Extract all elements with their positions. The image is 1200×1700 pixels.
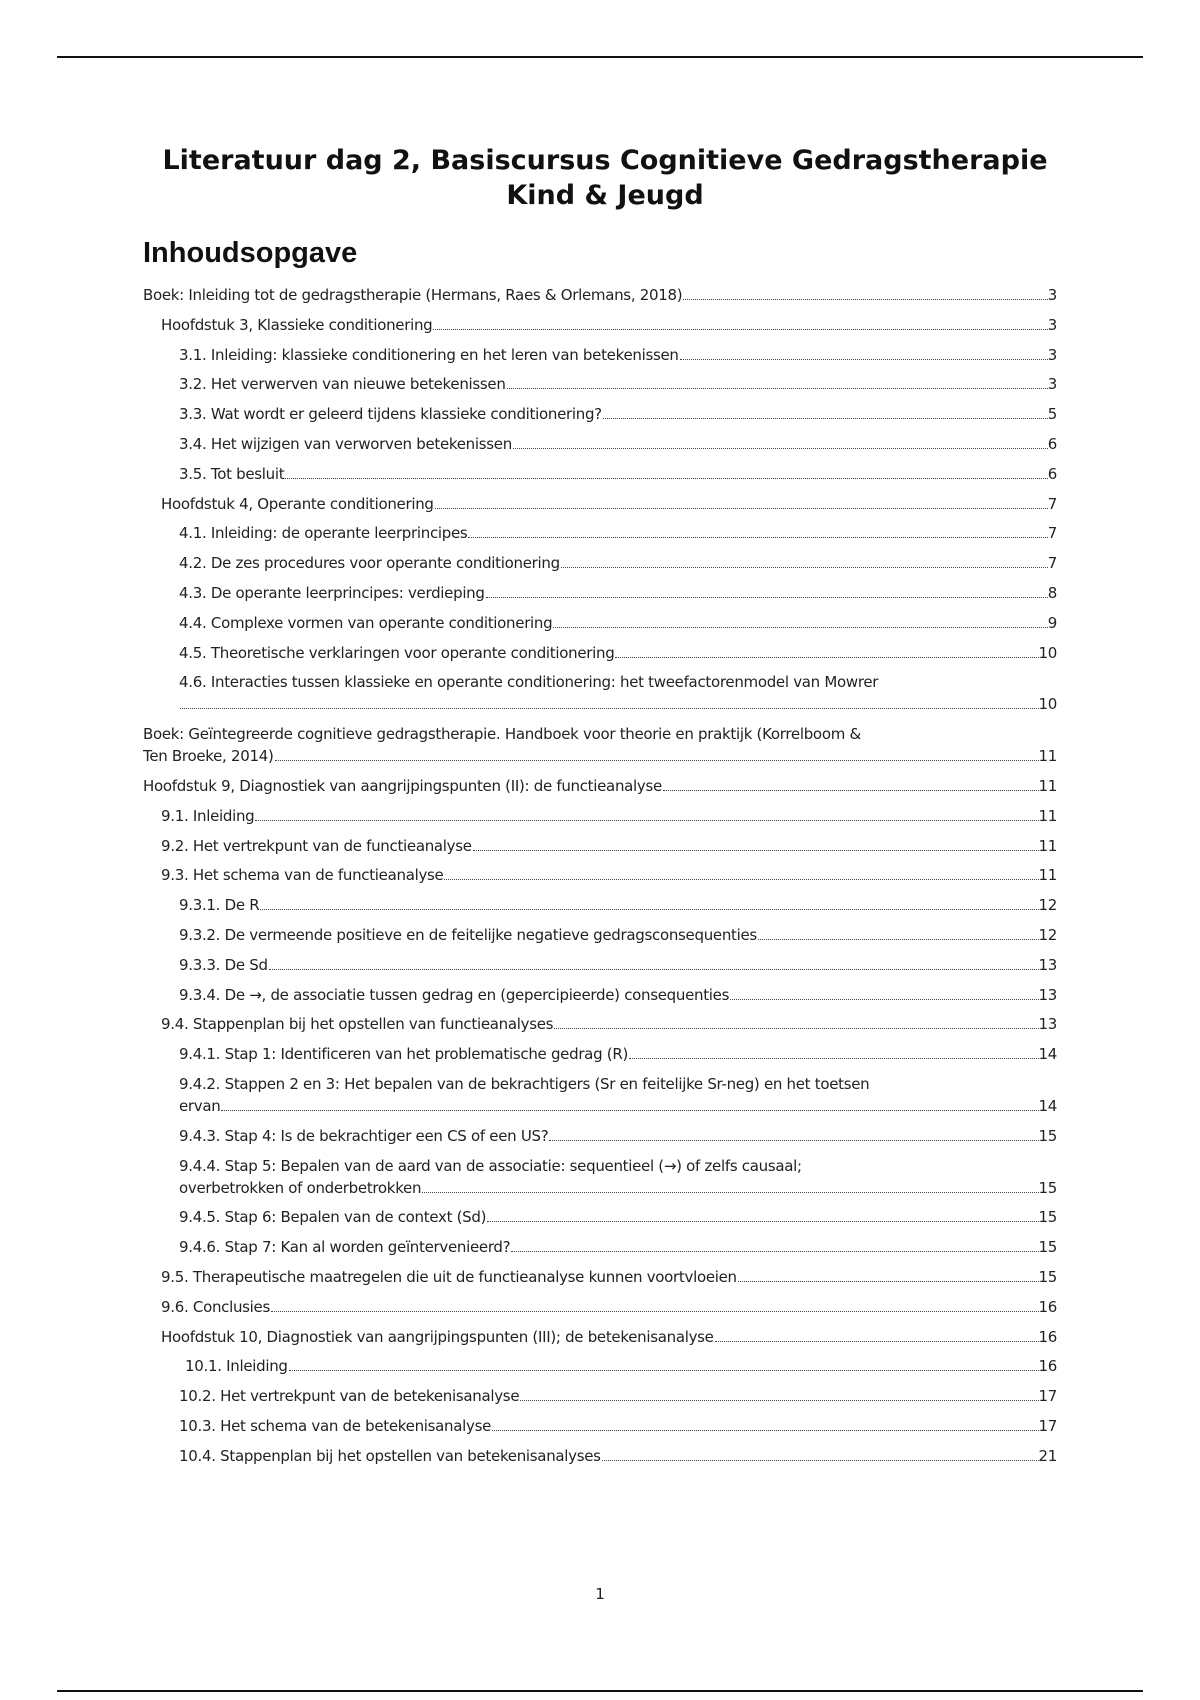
toc-entry[interactable] <box>143 493 1057 515</box>
toc-entry-title: 9.4.2. Stappen 2 en 3: Het bepalen van de bekrachtigers (Sr en feitelijke Sr-neg) en het toetsen <box>179 1074 870 1093</box>
toc-entry-title: 9.3.1. De R <box>179 896 260 915</box>
toc-entry[interactable] <box>143 894 1057 916</box>
toc-entry-title: 9.4.6. Stap 7: Kan al worden geïntervenieerd? <box>179 1238 511 1257</box>
toc-leader-dots <box>275 760 1039 761</box>
toc-entry[interactable] <box>143 344 1057 366</box>
toc-entry-page: 9 <box>1047 613 1057 632</box>
toc-entry-page: 13 <box>1038 985 1057 1004</box>
toc-entry[interactable] <box>143 1236 1057 1258</box>
toc-leader-dots <box>603 418 1048 419</box>
toc-entry-title: Hoofdstuk 3, Klassieke conditionering <box>161 315 433 334</box>
toc-entry-title: 9.4.5. Stap 6: Bepalen van de context (Sd) <box>179 1208 487 1227</box>
toc-entry[interactable] <box>143 1043 1057 1065</box>
toc-leader-dots <box>285 478 1047 479</box>
toc-entry-page: 12 <box>1038 896 1057 915</box>
toc-entry-tail <box>143 745 1057 767</box>
toc-entry-page: 3 <box>1047 375 1057 394</box>
toc-leader-dots <box>271 1311 1039 1312</box>
toc-leader-dots <box>486 597 1048 598</box>
toc-entry-title: Boek: Inleiding tot de gedragstherapie (Hermans, Raes & Orlemans, 2018) <box>143 286 683 304</box>
toc-entry-page: 21 <box>1038 1446 1057 1465</box>
toc-entry-title: 9.5. Therapeutische maatregelen die uit de functieanalyse kunnen voortvloeien <box>161 1267 737 1286</box>
toc-entry-title: Hoofdstuk 4, Operante conditionering <box>161 494 434 513</box>
toc-entry[interactable] <box>143 1355 1057 1377</box>
toc-entry[interactable] <box>143 1155 1057 1199</box>
toc-leader-dots <box>715 1341 1039 1342</box>
toc-entry[interactable] <box>143 1266 1057 1288</box>
toc-entry-title: 4.3. De operante leerprincipes: verdieping <box>179 583 485 602</box>
toc-entry-page: 11 <box>1038 836 1057 855</box>
toc-entry-page: 6 <box>1047 434 1057 453</box>
toc-entry-title: 4.6. Interacties tussen klassieke en operante conditionering: het tweefactorenmodel van Mowrer <box>179 673 879 692</box>
toc-entry-page: 13 <box>1038 1015 1057 1034</box>
toc-leader-dots <box>433 329 1047 330</box>
toc-entry[interactable] <box>143 1415 1057 1437</box>
toc-entry-title: 4.4. Complexe vormen van operante conditionering <box>179 613 553 632</box>
toc-entry-page: 17 <box>1038 1387 1057 1406</box>
toc-leader-dots <box>468 537 1047 538</box>
toc-entry-page: 16 <box>1038 1297 1057 1316</box>
toc-entry-title: 9.4.4. Stap 5: Bepalen van de aard van de associatie: sequentieel (→) of zelfs causaal; <box>179 1156 802 1175</box>
toc-entry-page: 15 <box>1038 1267 1057 1286</box>
toc-entry-title: 4.2. De zes procedures voor operante conditionering <box>179 554 560 573</box>
toc-leader-dots <box>180 708 1039 709</box>
toc-entry[interactable] <box>143 805 1057 827</box>
page-number: 1 <box>595 1585 605 1603</box>
toc-entry[interactable] <box>143 463 1057 485</box>
toc-entry-title: 4.1. Inleiding: de operante leerprincipes <box>179 524 468 543</box>
toc-leader-dots <box>683 299 1047 300</box>
toc-leader-dots <box>663 790 1039 791</box>
toc-entry[interactable] <box>143 284 1057 306</box>
toc-entry[interactable] <box>143 612 1057 634</box>
toc-leader-dots <box>629 1058 1039 1059</box>
toc-leader-dots <box>435 508 1048 509</box>
toc-entry-title: 9.4.3. Stap 4: Is de bekrachtiger een CS of een US? <box>179 1126 549 1145</box>
toc-entry-page: 14 <box>1038 1096 1057 1115</box>
toc-entry-page: 5 <box>1047 405 1057 424</box>
toc-entry[interactable] <box>143 552 1057 574</box>
toc-entry-title: 3.3. Wat wordt er geleerd tijdens klassieke conditionering? <box>179 405 602 424</box>
toc-entry-page: 7 <box>1047 524 1057 543</box>
toc-entry[interactable] <box>143 1206 1057 1228</box>
toc-leader-dots <box>549 1140 1038 1141</box>
toc-leader-dots <box>553 627 1047 628</box>
toc-entry-title: 9.3.4. De →, de associatie tussen gedrag en (gepercipieerde) consequenties <box>179 985 730 1004</box>
toc-leader-dots <box>738 1281 1039 1282</box>
toc-entry-title: Hoofdstuk 9, Diagnostiek van aangrijpingspunten (II): de functieanalyse <box>143 776 662 795</box>
toc-entry-tail <box>179 693 1057 715</box>
toc-entry-title: 9.4.1. Stap 1: Identificeren van het problematische gedrag (R) <box>179 1045 628 1064</box>
toc-entry-page: 12 <box>1038 925 1057 944</box>
toc-entry[interactable] <box>143 723 1057 767</box>
toc-entry[interactable] <box>143 835 1057 857</box>
top-rule <box>57 56 1143 58</box>
toc-entry-title: Boek: Geïntegreerde cognitieve gedragstherapie. Handboek voor theorie en praktijk (Korrelboom & <box>143 725 861 744</box>
toc-leader-dots <box>513 448 1048 449</box>
toc-entry-title-continued: ervan <box>179 1096 221 1115</box>
toc-entry-page: 7 <box>1047 554 1057 573</box>
toc-entry-title: 9.1. Inleiding <box>161 806 255 825</box>
toc-entry[interactable] <box>143 1326 1057 1348</box>
toc-entry-page: 11 <box>1038 776 1057 795</box>
toc-entry-page: 13 <box>1038 955 1057 974</box>
toc-entry-title: 3.1. Inleiding: klassieke conditionering en het leren van betekenissen <box>179 345 679 364</box>
toc-entry[interactable] <box>143 864 1057 886</box>
toc-entry-page: 11 <box>1038 806 1057 825</box>
toc-leader-dots <box>554 1028 1038 1029</box>
toc-leader-dots <box>444 879 1038 880</box>
toc-entry-title: 3.4. Het wijzigen van verworven betekenissen <box>179 434 512 453</box>
toc-entry-title: 3.5. Tot besluit <box>179 464 285 483</box>
toc-entry-title: 3.2. Het verwerven van nieuwe betekenissen <box>179 375 506 394</box>
toc-leader-dots <box>255 820 1038 821</box>
toc-entry[interactable] <box>143 671 1057 715</box>
toc-leader-dots <box>680 359 1048 360</box>
toc-entry[interactable] <box>143 1013 1057 1035</box>
toc-entry-page: 10 <box>1038 643 1057 662</box>
toc-entry[interactable] <box>143 433 1057 455</box>
toc-entry-title: 9.2. Het vertrekpunt van de functieanalyse <box>161 836 472 855</box>
toc-entry-page: 10 <box>1038 695 1057 714</box>
toc-leader-dots <box>422 1192 1038 1193</box>
toc-entry[interactable] <box>143 314 1057 336</box>
toc-entry[interactable] <box>143 582 1057 604</box>
toc-entry[interactable] <box>143 522 1057 544</box>
toc-leader-dots <box>520 1400 1038 1401</box>
toc-entry[interactable] <box>143 954 1057 976</box>
toc-leader-dots <box>615 657 1038 658</box>
toc-entry-page: 3 <box>1047 286 1057 304</box>
toc-entry[interactable] <box>143 924 1057 946</box>
toc-heading: Inhoudsopgave <box>143 237 358 269</box>
toc-leader-dots <box>602 1460 1039 1461</box>
toc-entry-page: 11 <box>1038 866 1057 885</box>
toc-entry[interactable] <box>143 1445 1057 1467</box>
toc-entry-page: 3 <box>1047 315 1057 334</box>
toc-entry[interactable] <box>143 1125 1057 1147</box>
toc-entry-page: 17 <box>1038 1416 1057 1435</box>
toc-leader-dots <box>269 969 1039 970</box>
toc-entry-title: 10.3. Het schema van de betekenisanalyse <box>179 1416 492 1435</box>
toc-entry-page: 14 <box>1038 1045 1057 1064</box>
toc-entry-title: 9.3.2. De vermeende positieve en de feitelijke negatieve gedragsconsequenties <box>179 925 757 944</box>
toc-entry-page: 11 <box>1038 747 1057 766</box>
toc-entry-page: 8 <box>1047 583 1057 602</box>
toc-entry-title: 9.4. Stappenplan bij het opstellen van functieanalyses <box>161 1015 554 1034</box>
toc-entry-tail <box>179 1177 1057 1199</box>
toc-leader-dots <box>507 388 1048 389</box>
toc-leader-dots <box>730 999 1038 1000</box>
toc-entry-page: 16 <box>1038 1327 1057 1346</box>
toc-entry[interactable] <box>143 984 1057 1006</box>
toc-entry-title-continued: Ten Broeke, 2014) <box>143 747 274 766</box>
toc-entry-page: 7 <box>1047 494 1057 513</box>
toc-leader-dots <box>260 909 1038 910</box>
toc-entry[interactable] <box>143 775 1057 797</box>
toc-entry-page: 15 <box>1038 1208 1057 1227</box>
toc-entry-tail <box>179 1095 1057 1117</box>
toc-entry-title: 9.3. Het schema van de functieanalyse <box>161 866 444 885</box>
toc-entry[interactable] <box>143 403 1057 425</box>
toc-entry[interactable] <box>143 1296 1057 1318</box>
toc-entry[interactable] <box>143 373 1057 395</box>
toc-entry-page: 16 <box>1038 1357 1057 1376</box>
toc-entry-page: 15 <box>1038 1238 1057 1257</box>
toc-entry-page: 15 <box>1038 1178 1057 1197</box>
toc-entry-page: 3 <box>1047 345 1057 364</box>
toc-entry-page: 15 <box>1038 1126 1057 1145</box>
document-title: Literatuur dag 2, Basiscursus Cognitieve Gedragstherapie Kind & Jeugd <box>162 145 1048 211</box>
toc-entry-title: 10.1. Inleiding <box>185 1357 288 1376</box>
toc-entry[interactable] <box>143 642 1057 664</box>
toc-leader-dots <box>511 1251 1038 1252</box>
bottom-rule <box>57 1690 1143 1692</box>
toc-entry-title: 9.3.3. De Sd <box>179 955 268 974</box>
toc-leader-dots <box>758 939 1039 940</box>
toc-entry-title: Hoofdstuk 10, Diagnostiek van aangrijpingspunten (III); de betekenisanalyse <box>161 1327 714 1346</box>
toc-entry-title: 9.6. Conclusies <box>161 1297 270 1316</box>
toc-entry-title: 10.4. Stappenplan bij het opstellen van betekenisanalyses <box>179 1446 601 1465</box>
toc-entry-title: 10.2. Het vertrekpunt van de betekenisanalyse <box>179 1387 520 1406</box>
toc-entry-title: 4.5. Theoretische verklaringen voor operante conditionering <box>179 643 615 662</box>
toc-leader-dots <box>561 567 1048 568</box>
toc-leader-dots <box>289 1370 1039 1371</box>
toc-leader-dots <box>473 850 1039 851</box>
toc-leader-dots <box>492 1430 1038 1431</box>
toc-entry[interactable] <box>143 1385 1057 1407</box>
toc-entry[interactable] <box>143 1073 1057 1117</box>
toc-leader-dots <box>487 1221 1038 1222</box>
toc-leader-dots <box>221 1110 1038 1111</box>
toc-entry-page: 6 <box>1047 464 1057 483</box>
table-of-contents <box>143 284 1057 1474</box>
toc-entry-title-continued: overbetrokken of onderbetrokken <box>179 1178 422 1197</box>
